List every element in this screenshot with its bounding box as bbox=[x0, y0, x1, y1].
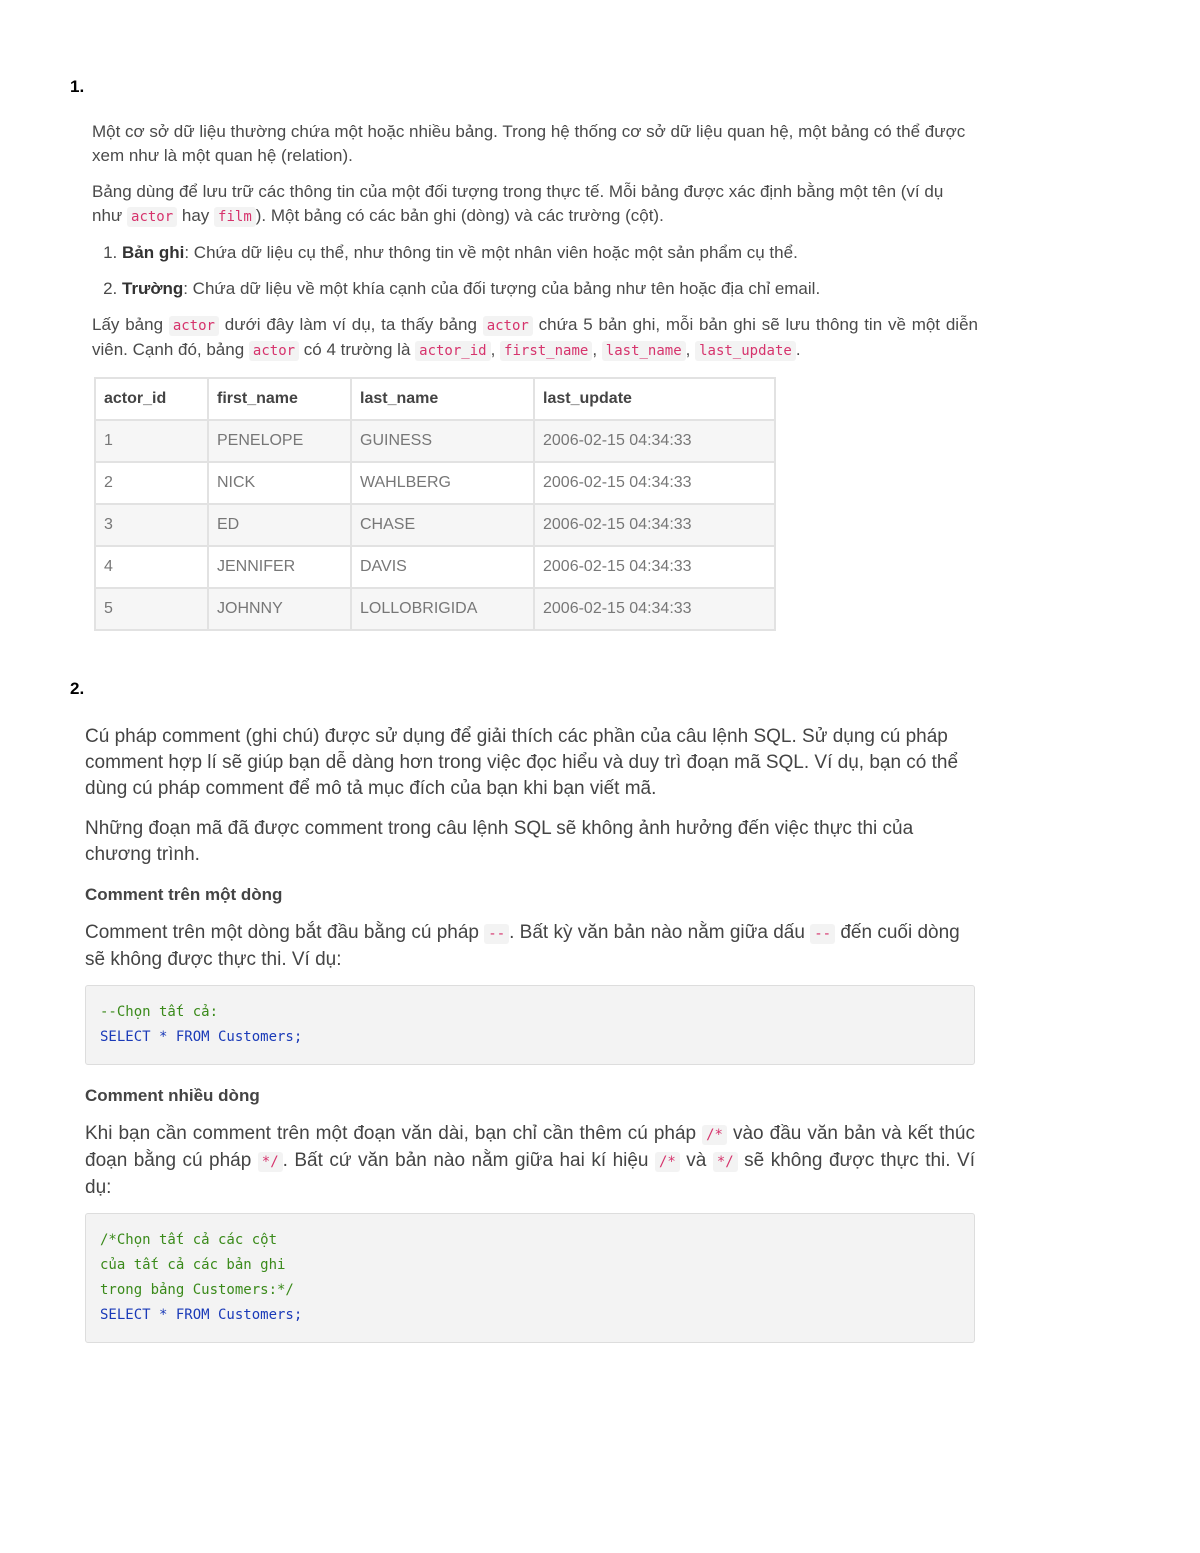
table-cell: LOLLOBRIGIDA bbox=[351, 588, 534, 630]
column-header: last_name bbox=[351, 378, 534, 420]
table-cell: GUINESS bbox=[351, 420, 534, 462]
actor-table bbox=[94, 377, 776, 631]
text: . Bất kỳ văn bản nào nằm giữa dấu bbox=[509, 922, 811, 943]
text: có 4 trường là bbox=[299, 340, 416, 359]
section-number-2: 2. bbox=[70, 679, 85, 698]
inline-code-close-comment: */ bbox=[258, 1152, 283, 1172]
inline-code-close-comment: */ bbox=[713, 1152, 738, 1172]
inline-code: last_name bbox=[602, 341, 686, 361]
text: , bbox=[490, 340, 501, 359]
code-comment-line: của tất cả các bản ghi bbox=[100, 1257, 286, 1273]
column-header: first_name bbox=[208, 378, 351, 420]
paragraph-intro: Một cơ sở dữ liệu thường chứa một hoặc nhiều bảng. Trong hệ thống cơ sở dữ liệu quan hệ, một bảng có thể được xem như là một quan hệ (relation). bbox=[92, 122, 966, 165]
text: Comment trên một dòng bắt đầu bằng cú pháp bbox=[85, 922, 485, 943]
column-header: last_update bbox=[534, 378, 775, 420]
inline-code-film: film bbox=[214, 207, 256, 227]
table-cell: JENNIFER bbox=[208, 546, 351, 588]
paragraph-table-definition bbox=[92, 180, 978, 229]
inline-code: actor bbox=[169, 316, 219, 336]
table-cell: 2006-02-15 04:34:33 bbox=[534, 588, 775, 630]
text: Bảng dùng để lưu trữ các thông tin của một đối tượng trong thực tế. Mỗi bảng được xác định bằng một tên (ví dụ như bbox=[92, 182, 944, 225]
table-row bbox=[95, 462, 775, 504]
code-comment-line: trong bảng Customers:*/ bbox=[100, 1282, 294, 1298]
text: dưới đây làm ví dụ, ta thấy bảng bbox=[218, 315, 483, 334]
table-cell: NICK bbox=[208, 462, 351, 504]
text: hay bbox=[177, 206, 215, 225]
table-cell: 4 bbox=[95, 546, 208, 588]
text: . Bất cứ văn bản nào nằm giữa hai kí hiệu bbox=[282, 1150, 655, 1171]
inline-code: last_update bbox=[695, 341, 796, 361]
section-1-content bbox=[92, 120, 978, 631]
section-number-1: 1. bbox=[70, 77, 85, 96]
column-header: actor_id bbox=[95, 378, 208, 420]
inline-code: actor bbox=[249, 341, 299, 361]
paragraph-multi-line bbox=[85, 1121, 975, 1201]
heading-multi-line-comment: Comment nhiều dòng bbox=[85, 1086, 260, 1105]
heading-single-line-comment: Comment trên một dòng bbox=[85, 885, 283, 904]
list-item bbox=[122, 241, 978, 265]
table-cell: DAVIS bbox=[351, 546, 534, 588]
text: sẽ không được thực thi. Ví dụ: bbox=[85, 1150, 975, 1198]
text: vào đầu văn bản và kết thúc đoạn bằng cú pháp bbox=[85, 1123, 975, 1171]
inline-code-open-comment: /* bbox=[655, 1152, 680, 1172]
list-text: : Chứa dữ liệu cụ thể, như thông tin về một nhân viên hoặc một sản phẩm cụ thể. bbox=[184, 243, 798, 262]
table-cell: CHASE bbox=[351, 504, 534, 546]
table-cell: 3 bbox=[95, 504, 208, 546]
code-statement: SELECT * FROM Customers; bbox=[100, 1307, 303, 1323]
text: , bbox=[685, 340, 696, 359]
inline-code-open-comment: /* bbox=[702, 1125, 727, 1145]
table-row bbox=[95, 588, 775, 630]
table-row bbox=[95, 420, 775, 462]
list-term: Trường bbox=[122, 279, 184, 298]
inline-code-double-dash: -- bbox=[484, 924, 509, 944]
text: và bbox=[679, 1150, 713, 1171]
table-cell: 2006-02-15 04:34:33 bbox=[534, 546, 775, 588]
code-block-multi-line bbox=[85, 1213, 975, 1343]
list-term: Bản ghi bbox=[122, 243, 185, 262]
table-cell: ED bbox=[208, 504, 351, 546]
section-2-content bbox=[85, 724, 975, 1361]
code-block-single-line bbox=[85, 985, 975, 1065]
inline-code: actor_id bbox=[415, 341, 490, 361]
list-text: : Chứa dữ liệu về một khía cạnh của đối tượng của bảng như tên hoặc địa chỉ email. bbox=[183, 279, 821, 298]
text: ). Một bảng có các bản ghi (dòng) và các trường (cột). bbox=[255, 206, 664, 225]
table-cell: JOHNNY bbox=[208, 588, 351, 630]
code-comment-line: /*Chọn tất cả các cột bbox=[100, 1232, 278, 1248]
definition-list bbox=[92, 241, 978, 301]
paragraph-comment-effect: Những đoạn mã đã được comment trong câu lệnh SQL sẽ không ảnh hưởng đến việc thực thi của chương trình. bbox=[85, 818, 914, 865]
table-cell: PENELOPE bbox=[208, 420, 351, 462]
code-statement: SELECT * FROM Customers; bbox=[100, 1029, 303, 1045]
text: đến cuối dòng sẽ không được thực thi. Ví dụ: bbox=[85, 922, 960, 970]
table-cell: 2006-02-15 04:34:33 bbox=[534, 462, 775, 504]
table-header-row bbox=[95, 378, 775, 420]
table-cell: 5 bbox=[95, 588, 208, 630]
table-cell: 2006-02-15 04:34:33 bbox=[534, 504, 775, 546]
code-comment: --Chọn tất cả: bbox=[100, 1004, 219, 1020]
inline-code-double-dash: -- bbox=[810, 924, 835, 944]
inline-code: first_name bbox=[500, 341, 592, 361]
table-cell: 2 bbox=[95, 462, 208, 504]
text: Lấy bảng bbox=[92, 315, 169, 334]
paragraph-single-line bbox=[85, 920, 975, 973]
list-item bbox=[122, 277, 978, 301]
text: chứa 5 bản ghi, mỗi bản ghi sẽ lưu thông tin về một diễn viên. Cạnh đó, bảng bbox=[92, 315, 978, 359]
table-cell: WAHLBERG bbox=[351, 462, 534, 504]
inline-code-actor: actor bbox=[127, 207, 177, 227]
text: . bbox=[795, 340, 801, 359]
text: , bbox=[592, 340, 602, 359]
paragraph-comment-intro: Cú pháp comment (ghi chú) được sử dụng để giải thích các phần của câu lệnh SQL. Sử dụng cú pháp comment hợp lí sẽ giúp bạn dễ dàng hơn trong việc đọc hiểu và duy trì đoạn mã SQL. Ví dụ, bạn có thể dùng cú pháp comment để mô tả mục đích của bạn khi bạn viết mã. bbox=[85, 726, 959, 799]
table-row bbox=[95, 504, 775, 546]
table-cell: 1 bbox=[95, 420, 208, 462]
inline-code: actor bbox=[483, 316, 533, 336]
text: Khi bạn cần comment trên một đoạn văn dài, bạn chỉ cần thêm cú pháp bbox=[85, 1123, 703, 1144]
table-row bbox=[95, 546, 775, 588]
table-cell: 2006-02-15 04:34:33 bbox=[534, 420, 775, 462]
paragraph-example bbox=[92, 313, 978, 363]
